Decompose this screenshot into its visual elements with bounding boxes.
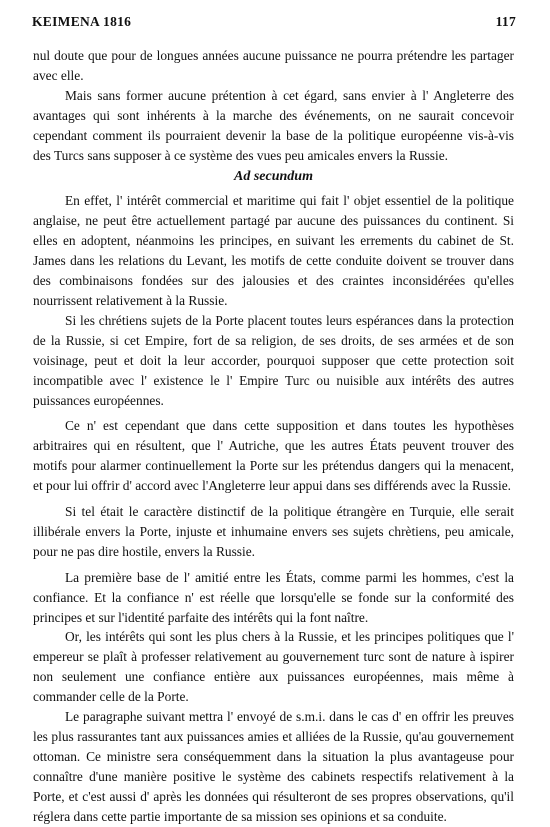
paragraph-1: nul doute que pour de longues années aucune puissance ne pourra prétendre les partager avec elle. — [33, 48, 514, 83]
paragraph-3: En effet, l' intérêt commercial et maritime qui fait l' objet essentiel de la politique anglaise, ne peut être actuellement partagé par aucune des puissances du continent. Si elles en adoptent, néanmoins les principes, en suivant les errements du cabinet de St. James dans les relations du Levant, les motifs de cette conduite doivent se trouver dans des combinaisons fondées sur des jalousies et des craintes inconsidérées qu'elles nourrissent relativement à la Russie. — [33, 193, 514, 308]
section-heading: Ad secundum — [234, 169, 313, 185]
paragraph-2: Mais sans former aucune prétention à cet égard, sans envier à l' Angleterre des avantages qui sont inhérents à la marche des événements, on ne saurait concevoir cependant comment ils pourraient devenir la base de la politique européenne vis-à-vis des Turcs sans supposer à ce système des vues peu amicales envers la Russie. — [33, 87, 514, 163]
paragraph-5: Ce n' est cependant que dans cette supposition et dans toutes les hypothèses arbitraires qui en résultent, que l' Autriche, que les autres États peuvent trouver des motifs pour alarmer continuellement la Porte sur les prétendus dangers qui la menacent, et pour lui offrir d' accord avec l'Angleterre leur appui dans ses différends avec la Russie. — [33, 418, 514, 494]
paragraph-6: Si tel était le caractère distinctif de la politique étrangère en Turquie, elle serait illibérale envers la Porte, injuste et inhumaine envers ses sujets chrètiens, peu amicale, pour ne pas dire hostile, envers la Russie. — [33, 504, 514, 559]
paragraph-4: Si les chrétiens sujets de la Porte placent toutes leurs espérances dans la protection de la Russie, si cet Empire, fort de sa religion, de ses droits, de ses armées et de son voisinage, peut et doit la leur accorder, pourquoi supposer que cette protection soit incompatible avec l' existence le l' Empire Turc ou nuisible aux intérêts des autres puissances européennes. — [33, 312, 514, 408]
body-text — [33, 46, 514, 827]
paragraph-8: Or, les intérêts qui sont les plus chers à la Russie, et les principes politiques que l' empereur se plaît à professer relativement au gouvernement turc sont de nature à ispirer non seulement une confiance entière aux puissances européennes, mais même à commander celle de la Porte. — [33, 629, 514, 705]
paragraph-7: La première base de l' amitié entre les États, comme parmi les hommes, c'est la confiance. Et la confiance n' est réelle que lorsqu'elle se fonde sur la conformité des principes et sur l'identité parfaite des intérêts qui la font naître. — [33, 569, 514, 625]
running-header — [32, 14, 516, 34]
paragraph-9: Le paragraphe suivant mettra l' envoyé de s.m.i. dans le cas d' en offrir les preuves les plus rassurantes tant aux puissances amies et alliées de la Russie, qu'au gouvernement ottoman. Ce ministre sera conséquemment dans la situation la plus avantageuse pour connaître d'une manière positive le système des cabinets respectifs relativement à la Porte, et c'est aussi d' après les données qui résulteront de ses propres observations, qu'il réglera dans cette partie importante de sa mission ses opinions et sa conduite. — [33, 709, 514, 824]
header-title: KEIMENA 1816 — [32, 14, 132, 29]
page-number: 117 — [495, 14, 516, 29]
